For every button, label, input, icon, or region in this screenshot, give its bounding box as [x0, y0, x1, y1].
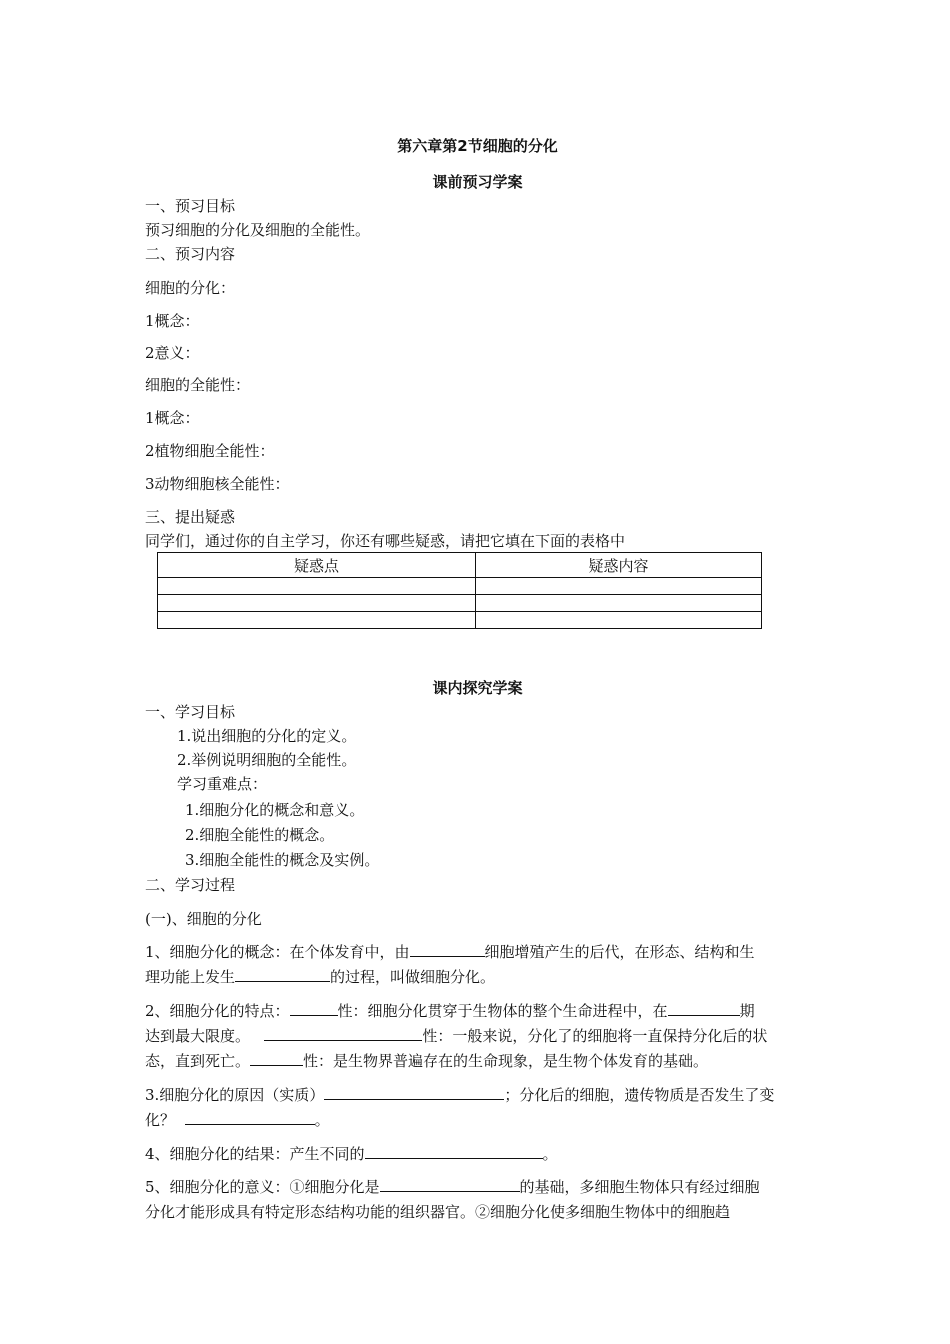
table-row [158, 612, 762, 629]
doubt-table [157, 552, 762, 629]
fill-blank[interactable] [264, 1026, 422, 1041]
text: 化？ [145, 1111, 176, 1129]
text: 期 [739, 1002, 755, 1020]
text: ；分化后的细胞，遗传物质是否发生了变 [504, 1086, 775, 1104]
explore-heading: 课内探究学案 [432, 679, 523, 697]
totipotency-concept: 1概念： [145, 409, 200, 427]
text: 。 [314, 1111, 330, 1129]
text: 性：一般来说，分化了的细胞将一直保持分化后的状 [422, 1027, 768, 1045]
diff-concept: 1概念： [145, 312, 200, 330]
key-points-heading: 学习重难点： [177, 775, 268, 793]
diff-meaning: 2意义： [145, 344, 200, 362]
totipotency-heading: 细胞的全能性： [145, 376, 251, 394]
goal-2: 2.举例说明细胞的全能性。 [177, 751, 357, 769]
fill-blank[interactable] [250, 1051, 303, 1066]
text: 细胞增殖产生的后代，在形态、结构和生 [484, 943, 755, 961]
text: 的过程，叫做细胞分化。 [330, 968, 496, 986]
preview-doubt-text: 同学们，通过你的自主学习，你还有哪些疑惑，请把它填在下面的表格中 [145, 532, 626, 550]
preview-section-2: 二、预习内容 [145, 245, 236, 263]
explore-section-1: 一、学习目标 [145, 703, 236, 721]
explore-section-2: 二、学习过程 [145, 876, 236, 894]
preview-goal-text: 预习细胞的分化及细胞的全能性。 [145, 221, 371, 239]
table-header-row [158, 553, 762, 578]
table-cell[interactable] [158, 578, 476, 595]
table-cell[interactable] [158, 612, 476, 629]
preview-section-1: 一、预习目标 [145, 197, 236, 215]
text: 3.细胞分化的原因（实质） [145, 1086, 325, 1104]
fill-blank[interactable] [235, 967, 330, 982]
table-cell[interactable] [476, 612, 762, 629]
text: 理功能上发生 [145, 968, 236, 986]
text: 4、细胞分化的结果：产生不同的 [145, 1145, 365, 1163]
table-cell[interactable] [476, 595, 762, 612]
goal-1: 1.说出细胞的分化的定义。 [177, 727, 357, 745]
table-cell[interactable] [476, 578, 762, 595]
fill-blank[interactable] [380, 1177, 520, 1192]
key-point-1: 1.细胞分化的概念和意义。 [185, 801, 365, 819]
paragraph-2-line-2 [145, 1025, 767, 1046]
paragraph-4 [145, 1143, 558, 1164]
text: 性：是生物界普遍存在的生命现象，是生物个体发育的基础。 [303, 1052, 709, 1070]
paragraph-3-line-1 [145, 1084, 774, 1105]
key-point-3: 3.细胞全能性的概念及实例。 [185, 851, 380, 869]
table-header-doubt-content: 疑惑内容 [476, 553, 762, 578]
preview-section-3: 三、提出疑惑 [145, 508, 236, 526]
paragraph-3-line-2 [145, 1109, 330, 1130]
paragraph-5-line-1 [145, 1176, 760, 1197]
text: 。 [542, 1145, 558, 1163]
fill-blank[interactable] [668, 1001, 740, 1016]
preview-heading: 课前预习学案 [432, 173, 523, 191]
text: 性：细胞分化贯穿于生物体的整个生命进程中，在 [337, 1002, 668, 1020]
text: 5、细胞分化的意义：①细胞分化是 [145, 1178, 380, 1196]
plant-totipotency: 2植物细胞全能性： [145, 442, 275, 460]
text: 态，直到死亡。 [145, 1052, 251, 1070]
key-point-2: 2.细胞全能性的概念。 [185, 826, 335, 844]
paragraph-1-line-2 [145, 966, 495, 987]
paragraph-2-line-1 [145, 1000, 755, 1021]
animal-totipotency: 3动物细胞核全能性： [145, 475, 290, 493]
fill-blank[interactable] [324, 1085, 504, 1100]
table-row [158, 578, 762, 595]
fill-blank[interactable] [410, 942, 485, 957]
page-title: 第六章第2节细胞的分化 [397, 137, 558, 155]
subsection-cell-differentiation: (一)、细胞的分化 [145, 910, 262, 928]
paragraph-5-line-2: 分化才能形成具有特定形态结构功能的组织器官。②细胞分化使多细胞生物体中的细胞趋 [145, 1203, 731, 1221]
table-cell[interactable] [158, 595, 476, 612]
text: 1、细胞分化的概念：在个体发育中，由 [145, 943, 410, 961]
text: 2、细胞分化的特点： [145, 1002, 290, 1020]
table-row [158, 595, 762, 612]
fill-blank[interactable] [290, 1001, 338, 1016]
diff-heading: 细胞的分化： [145, 279, 236, 297]
text: 达到最大限度。 [145, 1027, 251, 1045]
paragraph-2-line-3 [145, 1050, 708, 1071]
fill-blank[interactable] [185, 1110, 315, 1125]
fill-blank[interactable] [365, 1144, 543, 1159]
text: 的基础，多细胞生物体只有经过细胞 [519, 1178, 760, 1196]
paragraph-1-line-1 [145, 941, 755, 962]
table-header-doubt-point: 疑惑点 [158, 553, 476, 578]
